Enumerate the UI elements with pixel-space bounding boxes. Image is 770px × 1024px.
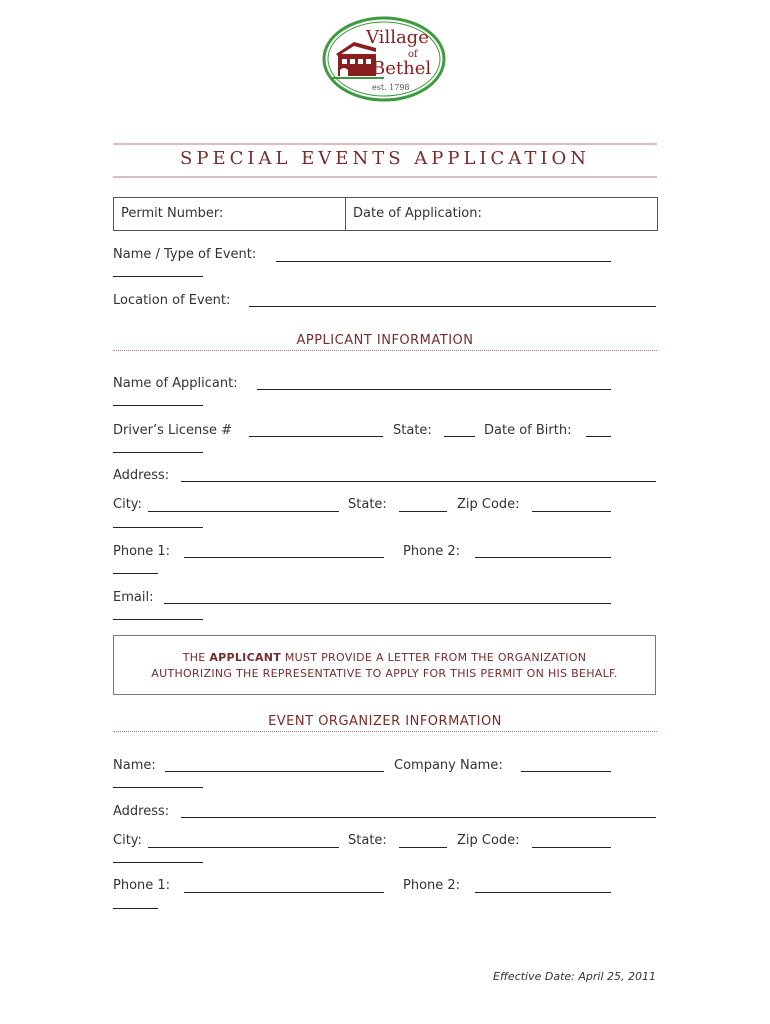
- applicant-phone1-label: Phone 1:: [113, 544, 171, 559]
- date-of-birth-line[interactable]: [586, 436, 611, 437]
- applicant-zip-line-cont[interactable]: [113, 527, 203, 528]
- applicant-city-label: City:: [113, 497, 142, 512]
- date-of-birth-label: Date of Birth:: [484, 423, 572, 438]
- applicant-section-rule: [113, 350, 657, 351]
- applicant-phone1-line[interactable]: [184, 557, 384, 558]
- organizer-city-line[interactable]: [148, 847, 339, 848]
- organizer-address-line[interactable]: [181, 817, 656, 818]
- organizer-city-label: City:: [113, 833, 142, 848]
- notice-pre: THE: [182, 651, 210, 664]
- organizer-phone2-line[interactable]: [475, 892, 611, 893]
- organizer-phone2-label: Phone 2:: [403, 878, 461, 893]
- date-of-application-field[interactable]: Date of Application:: [353, 206, 482, 221]
- date-of-birth-line-cont[interactable]: [113, 452, 203, 453]
- applicant-name-label: Name of Applicant:: [113, 376, 238, 391]
- notice-post: MUST PROVIDE A LETTER FROM THE ORGANIZATION: [281, 651, 587, 664]
- organizer-company-line-cont[interactable]: [113, 787, 203, 788]
- organizer-state-line[interactable]: [399, 847, 447, 848]
- organizer-company-line[interactable]: [521, 771, 611, 772]
- applicant-zip-line[interactable]: [532, 511, 611, 512]
- drivers-license-label: Driver’s License #: [113, 423, 233, 438]
- applicant-section-heading: APPLICANT INFORMATION: [296, 333, 474, 348]
- title-top-rule: [113, 143, 657, 145]
- organizer-zip-line-cont[interactable]: [113, 862, 203, 863]
- organizer-company-label: Company Name:: [394, 758, 503, 773]
- drivers-license-line[interactable]: [249, 436, 383, 437]
- license-state-line[interactable]: [444, 436, 475, 437]
- logo-bethel-text: Bethel: [372, 58, 432, 79]
- effective-date: Effective Date: April 25, 2011: [493, 970, 656, 983]
- organizer-zip-line[interactable]: [532, 847, 611, 848]
- applicant-phone2-line[interactable]: [475, 557, 611, 558]
- applicant-zip-label: Zip Code:: [457, 497, 520, 512]
- organizer-address-label: Address:: [113, 804, 170, 819]
- applicant-state-label: State:: [348, 497, 387, 512]
- applicant-letter-notice: [113, 635, 656, 695]
- organizer-state-label: State:: [348, 833, 387, 848]
- applicant-phone2-label: Phone 2:: [403, 544, 461, 559]
- applicant-state-line[interactable]: [399, 511, 447, 512]
- village-of-bethel-logo: [322, 16, 446, 102]
- applicant-email-label: Email:: [113, 590, 154, 605]
- organizer-zip-label: Zip Code:: [457, 833, 520, 848]
- event-name-type-line-cont[interactable]: [113, 276, 203, 277]
- organizer-section-rule: [113, 731, 657, 732]
- permit-number-field[interactable]: Permit Number:: [114, 198, 346, 230]
- organizer-name-line[interactable]: [165, 771, 384, 772]
- notice-bold: APPLICANT: [209, 651, 282, 664]
- license-state-label: State:: [393, 423, 432, 438]
- organizer-phone1-line[interactable]: [184, 892, 384, 893]
- page-title: SPECIAL EVENTS APPLICATION: [180, 148, 590, 169]
- permit-box: [113, 197, 658, 231]
- applicant-address-label: Address:: [113, 468, 170, 483]
- logo-village-text: Village: [366, 27, 429, 48]
- organizer-phone2-line-cont[interactable]: [113, 908, 158, 909]
- applicant-email-line-cont[interactable]: [113, 619, 203, 620]
- event-name-type-line[interactable]: [276, 261, 611, 262]
- applicant-phone2-line-cont[interactable]: [113, 573, 158, 574]
- event-location-line[interactable]: [249, 306, 656, 307]
- logo-of-text: of: [408, 49, 418, 60]
- applicant-address-line[interactable]: [181, 481, 656, 482]
- notice-line-1: [114, 650, 655, 666]
- organizer-section-heading: EVENT ORGANIZER INFORMATION: [268, 714, 502, 729]
- notice-line-2: AUTHORIZING THE REPRESENTATIVE TO APPLY FOR THIS PERMIT ON HIS BEHALF.: [151, 667, 618, 680]
- logo-est-text: est. 1798: [372, 83, 410, 92]
- applicant-name-line[interactable]: [257, 389, 611, 390]
- title-bottom-rule: [113, 176, 657, 178]
- event-name-type-label: Name / Type of Event:: [113, 247, 257, 262]
- organizer-name-label: Name:: [113, 758, 156, 773]
- organizer-phone1-label: Phone 1:: [113, 878, 171, 893]
- applicant-city-line[interactable]: [148, 511, 339, 512]
- applicant-email-line[interactable]: [164, 603, 611, 604]
- applicant-name-line-cont[interactable]: [113, 405, 203, 406]
- event-location-label: Location of Event:: [113, 293, 231, 308]
